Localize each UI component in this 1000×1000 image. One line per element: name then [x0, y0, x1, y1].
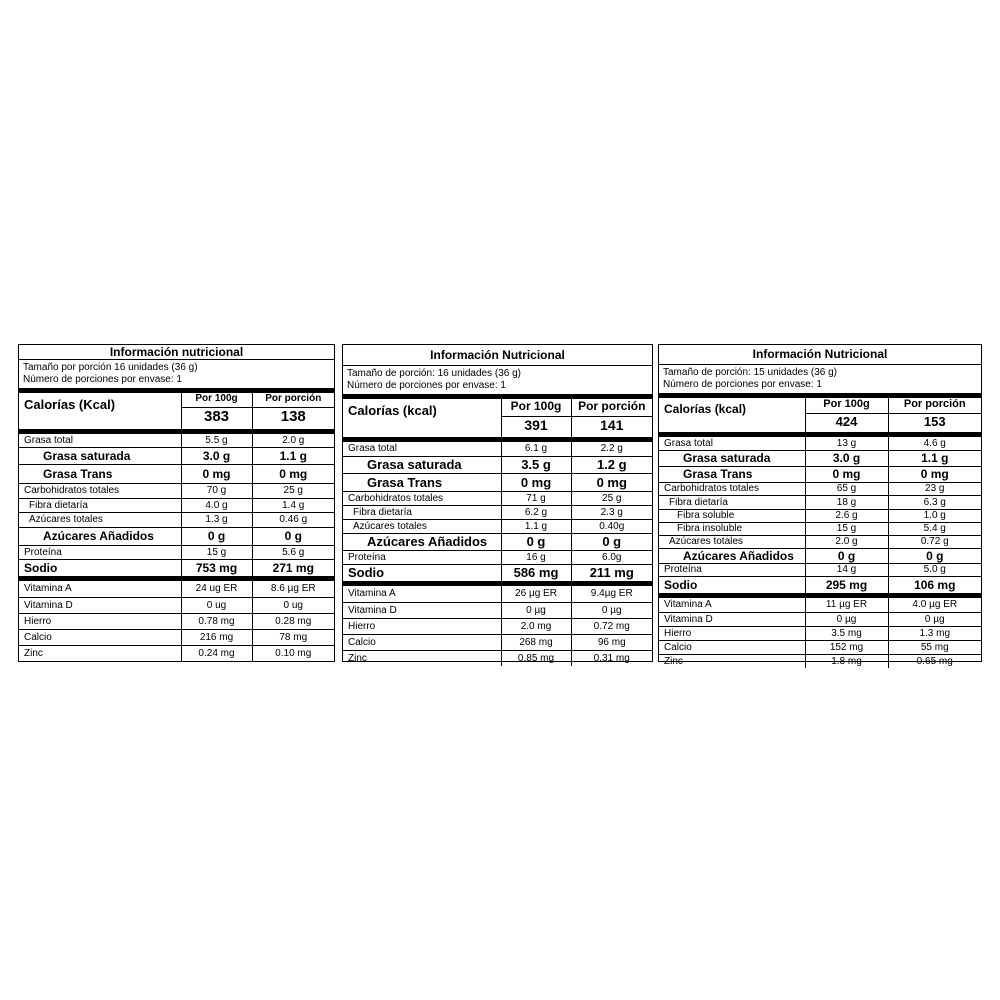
vitamins-table — [659, 598, 981, 668]
nutrient-row — [343, 505, 652, 519]
calories-per-100g: 391 — [501, 417, 571, 437]
vitamin-row — [19, 581, 334, 597]
vitamin-value-per-100g: 26 µg ER — [501, 586, 571, 602]
nutrient-row — [19, 447, 334, 464]
nutrient-value-per-100g: 71 g — [501, 491, 571, 505]
nutrient-value-per-100g: 3.5 g — [501, 456, 571, 473]
calories-label: Calorías (kcal) — [664, 402, 747, 416]
vitamin-label: Vitamina A — [19, 581, 181, 597]
vitamin-value-per-serving: 0.31 mg — [571, 650, 652, 666]
column-header-per-serving: Por porción — [571, 399, 652, 417]
nutrient-row — [659, 522, 981, 535]
serving-size: Tamaño por porción 16 unidades (36 g) — [23, 362, 198, 373]
nutrient-label: Proteína — [659, 563, 805, 576]
nutrient-value-per-serving: 0 mg — [571, 473, 652, 491]
nutrient-row — [659, 548, 981, 563]
vitamin-label: Vitamina D — [659, 612, 805, 626]
vitamin-value-per-100g: 0.24 mg — [181, 645, 252, 661]
vitamin-value-per-serving: 1.3 mg — [888, 626, 981, 640]
nutrient-label: Azúcares Añadidos — [343, 533, 501, 550]
nutrient-row — [19, 498, 334, 512]
nutrient-row — [659, 466, 981, 482]
vitamin-value-per-100g: 24 ug ER — [181, 581, 252, 597]
vitamin-row — [343, 634, 652, 650]
vitamin-row — [343, 602, 652, 618]
nutrient-value-per-100g: 70 g — [181, 483, 252, 498]
nutrient-value-per-serving: 0 mg — [888, 466, 981, 482]
nutrient-value-per-serving: 5.4 g — [888, 522, 981, 535]
serving-size: Tamaño de porción: 15 unidades (36 g) — [663, 367, 838, 378]
vitamin-value-per-serving: 0.72 mg — [571, 618, 652, 634]
nutrient-value-per-100g: 1.1 g — [501, 519, 571, 533]
nutrient-value-per-100g: 6.1 g — [501, 442, 571, 456]
calories-per-serving: 153 — [888, 413, 981, 432]
calories-per-100g: 424 — [805, 413, 888, 432]
nutrient-row — [659, 482, 981, 495]
calories-per-100g: 383 — [181, 407, 252, 429]
nutrient-row — [659, 576, 981, 593]
nutrient-value-per-100g: 0 mg — [501, 473, 571, 491]
nutrient-label: Grasa saturada — [343, 456, 501, 473]
nutrient-value-per-100g: 4.0 g — [181, 498, 252, 512]
vitamin-row — [19, 629, 334, 645]
nutrient-value-per-serving: 0.46 g — [252, 512, 334, 527]
nutrient-row — [19, 527, 334, 545]
vitamin-label: Hierro — [343, 618, 501, 634]
nutrient-value-per-serving: 106 mg — [888, 576, 981, 593]
vitamin-label: Zinc — [664, 655, 683, 667]
nutrient-label: Grasa Trans — [659, 466, 805, 482]
vitamin-value-per-serving: 0 µg — [571, 602, 652, 618]
nutrient-label: Proteína — [343, 550, 501, 564]
nutrient-value-per-serving: 6.3 g — [888, 495, 981, 509]
nutrient-label: Fibra dietaría — [19, 498, 181, 512]
vitamin-label: Calcio — [19, 629, 181, 645]
vitamin-row — [659, 626, 981, 640]
calories-table — [19, 393, 334, 429]
vitamins-table — [343, 586, 652, 666]
nutrient-value-per-serving: 6.0g — [571, 550, 652, 564]
nutrient-value-per-100g: 586 mg — [501, 564, 571, 581]
vitamin-label: Hierro — [19, 613, 181, 629]
nutrient-row — [19, 434, 334, 447]
vitamin-value-per-100g: 2.0 mg — [501, 618, 571, 634]
vitamin-label: Vitamina A — [343, 586, 501, 602]
nutrient-value-per-serving: 211 mg — [571, 564, 652, 581]
nutrient-row — [19, 559, 334, 576]
vitamin-value-per-serving: 4.0 µg ER — [888, 598, 981, 612]
nutrient-label: Sodio — [24, 560, 58, 575]
nutrient-value-per-100g: 0 g — [805, 548, 888, 563]
vitamin-label: Calcio — [659, 640, 805, 654]
nutrient-label: Carbohidratos totales — [343, 491, 501, 505]
nutrient-value-per-serving: 1.1 g — [252, 447, 334, 464]
nutrient-label: Sodio — [348, 565, 385, 581]
nutrient-row — [659, 495, 981, 509]
nutrient-label: Grasa saturada — [659, 450, 805, 466]
nutrient-value-per-100g: 15 g — [181, 545, 252, 559]
nutrient-value-per-serving: 0 g — [888, 548, 981, 563]
nutrient-label: Proteína — [19, 545, 181, 559]
nutrient-value-per-serving: 0.72 g — [888, 535, 981, 548]
nutrient-value-per-100g: 753 mg — [181, 559, 252, 576]
vitamin-value-per-100g: 0.85 mg — [501, 650, 571, 666]
nutrient-label: Azúcares totales — [659, 535, 805, 548]
nutrient-row — [659, 509, 981, 522]
nutrient-value-per-100g: 0 mg — [805, 466, 888, 482]
nutrient-label: Sodio — [664, 577, 698, 592]
vitamin-value-per-serving: 8.6 µg ER — [252, 581, 334, 597]
nutrient-row — [659, 535, 981, 548]
nutrient-row — [19, 545, 334, 559]
nutrient-row — [343, 442, 652, 456]
nutrient-value-per-serving: 0 mg — [252, 464, 334, 483]
vitamin-row — [659, 612, 981, 626]
nutrient-label: Azúcares totales — [19, 512, 181, 527]
calories-per-serving: 138 — [252, 407, 334, 429]
nutrient-value-per-100g: 3.0 g — [805, 450, 888, 466]
nutrient-value-per-serving: 0 g — [571, 533, 652, 550]
nutrient-label: Azúcares Añadidos — [19, 527, 181, 545]
vitamin-label: Vitamina A — [659, 598, 805, 612]
nutrient-value-per-100g: 5.5 g — [181, 434, 252, 447]
vitamin-value-per-100g: 0 µg — [805, 612, 888, 626]
vitamin-value-per-serving: 55 mg — [888, 640, 981, 654]
vitamin-row — [659, 640, 981, 654]
vitamin-value-per-100g: 152 mg — [805, 640, 888, 654]
nutrient-row — [343, 456, 652, 473]
column-header-per-100g: Por 100g — [805, 398, 888, 413]
vitamin-value-per-serving: 9.4µg ER — [571, 586, 652, 602]
nutrient-label: Azúcares totales — [343, 519, 501, 533]
nutrient-value-per-serving: 2.2 g — [571, 442, 652, 456]
nutrient-row — [343, 519, 652, 533]
vitamin-value-per-serving: 0.28 mg — [252, 613, 334, 629]
nutrient-value-per-serving: 0.40g — [571, 519, 652, 533]
nutrient-row — [343, 564, 652, 581]
nutrient-value-per-serving: 5.6 g — [252, 545, 334, 559]
column-header-per-100g: Por 100g — [501, 399, 571, 417]
vitamin-row — [19, 613, 334, 629]
nutrient-value-per-serving: 5.0 g — [888, 563, 981, 576]
nutrient-value-per-serving: 1.0 g — [888, 509, 981, 522]
nutrient-value-per-serving: 1.4 g — [252, 498, 334, 512]
vitamin-row — [343, 650, 652, 666]
column-header-per-100g: Por 100g — [181, 393, 252, 407]
nutrient-value-per-100g: 0 g — [501, 533, 571, 550]
nutrient-value-per-100g: 1.3 g — [181, 512, 252, 527]
nutrient-value-per-100g: 2.6 g — [805, 509, 888, 522]
nutrient-value-per-serving: 25 g — [571, 491, 652, 505]
nutrients-table — [343, 442, 652, 581]
nutrient-label: Fibra dietaría — [343, 505, 501, 519]
servings-per-container: Número de porciones por envase: 1 — [347, 380, 506, 391]
nutrient-value-per-serving: 25 g — [252, 483, 334, 498]
nutrient-value-per-100g: 0 g — [181, 527, 252, 545]
nutrients-table — [19, 434, 334, 576]
column-header-per-serving: Por porción — [252, 393, 334, 407]
nutrient-label: Grasa total — [19, 434, 181, 447]
panel-title: Información nutricional — [19, 345, 334, 360]
nutrient-value-per-serving: 4.6 g — [888, 437, 981, 450]
vitamin-row — [659, 598, 981, 612]
nutrient-value-per-100g: 65 g — [805, 482, 888, 495]
servings-per-container: Número de porciones por envase: 1 — [23, 374, 182, 385]
vitamin-row — [343, 586, 652, 602]
calories-table — [343, 399, 652, 437]
vitamin-value-per-100g: 268 mg — [501, 634, 571, 650]
nutrient-label: Grasa Trans — [343, 473, 501, 491]
nutrient-value-per-100g: 18 g — [805, 495, 888, 509]
nutrient-value-per-100g: 295 mg — [805, 576, 888, 593]
nutrient-value-per-100g: 3.0 g — [181, 447, 252, 464]
nutrients-table — [659, 437, 981, 593]
vitamin-value-per-100g: 1.8 mg — [805, 654, 888, 668]
vitamin-label: Vitamina D — [343, 602, 501, 618]
nutrient-label: Grasa total — [343, 442, 501, 456]
vitamin-label: Calcio — [343, 634, 501, 650]
nutrient-row — [659, 563, 981, 576]
nutrient-value-per-serving: 2.3 g — [571, 505, 652, 519]
nutrient-row — [19, 483, 334, 498]
nutrient-value-per-serving: 1.1 g — [888, 450, 981, 466]
nutrient-value-per-serving: 23 g — [888, 482, 981, 495]
calories-table — [659, 398, 981, 432]
nutrient-value-per-serving: 1.2 g — [571, 456, 652, 473]
vitamin-row — [19, 645, 334, 661]
serving-size: Tamaño de porción: 16 unidades (36 g) — [347, 368, 522, 379]
vitamin-value-per-100g: 0 µg — [501, 602, 571, 618]
nutrient-label: Fibra insoluble — [659, 522, 805, 535]
vitamin-value-per-serving: 96 mg — [571, 634, 652, 650]
nutrition-panel-2 — [342, 344, 653, 662]
nutrient-row — [343, 491, 652, 505]
nutrient-value-per-100g: 0 mg — [181, 464, 252, 483]
vitamin-value-per-serving: 0 ug — [252, 597, 334, 613]
nutrient-label: Carbohidratos totales — [19, 483, 181, 498]
nutrient-label: Grasa saturada — [19, 447, 181, 464]
nutrient-value-per-100g: 6.2 g — [501, 505, 571, 519]
nutrient-label: Azúcares Añadidos — [659, 548, 805, 563]
vitamin-row — [659, 654, 981, 668]
nutrient-value-per-serving: 0 g — [252, 527, 334, 545]
nutrient-row — [343, 533, 652, 550]
nutrient-row — [343, 473, 652, 491]
vitamin-value-per-serving: 0.10 mg — [252, 645, 334, 661]
vitamin-value-per-100g: 3.5 mg — [805, 626, 888, 640]
nutrient-row — [659, 450, 981, 466]
panel-title: Información Nutricional — [343, 345, 652, 366]
vitamin-value-per-serving: 0.65 mg — [888, 654, 981, 668]
vitamin-value-per-100g: 216 mg — [181, 629, 252, 645]
nutrient-label: Grasa total — [659, 437, 805, 450]
nutrient-label: Carbohidratos totales — [659, 482, 805, 495]
calories-per-serving: 141 — [571, 417, 652, 437]
vitamin-value-per-100g: 11 µg ER — [805, 598, 888, 612]
panel-title: Información Nutricional — [659, 345, 981, 365]
vitamin-row — [343, 618, 652, 634]
calories-label: Calorías (kcal) — [348, 403, 437, 418]
nutrient-value-per-100g: 13 g — [805, 437, 888, 450]
nutrient-value-per-100g: 2.0 g — [805, 535, 888, 548]
vitamins-table — [19, 581, 334, 661]
nutrient-row — [19, 512, 334, 527]
vitamin-value-per-100g: 0 ug — [181, 597, 252, 613]
calories-label: Calorías (Kcal) — [24, 397, 116, 412]
nutrient-value-per-serving: 271 mg — [252, 559, 334, 576]
vitamin-label: Zinc — [24, 647, 43, 659]
nutrient-label: Grasa Trans — [19, 464, 181, 483]
nutrient-row — [343, 550, 652, 564]
nutrient-label: Fibra dietaría — [659, 495, 805, 509]
vitamin-label: Hierro — [659, 626, 805, 640]
nutrient-value-per-100g: 16 g — [501, 550, 571, 564]
nutrient-value-per-serving: 2.0 g — [252, 434, 334, 447]
vitamin-row — [19, 597, 334, 613]
nutrition-panel-3 — [658, 344, 982, 667]
nutrient-row — [659, 437, 981, 450]
vitamin-value-per-serving: 78 mg — [252, 629, 334, 645]
nutrition-panel-1 — [18, 344, 335, 662]
nutrient-value-per-100g: 15 g — [805, 522, 888, 535]
vitamin-value-per-100g: 0.78 mg — [181, 613, 252, 629]
nutrient-label: Fibra soluble — [659, 509, 805, 522]
vitamin-value-per-serving: 0 µg — [888, 612, 981, 626]
column-header-per-serving: Por porción — [888, 398, 981, 413]
servings-per-container: Número de porciones por envase: 1 — [663, 379, 822, 390]
nutrient-row — [19, 464, 334, 483]
vitamin-label: Vitamina D — [19, 597, 181, 613]
vitamin-label: Zinc — [348, 652, 367, 664]
nutrient-value-per-100g: 14 g — [805, 563, 888, 576]
